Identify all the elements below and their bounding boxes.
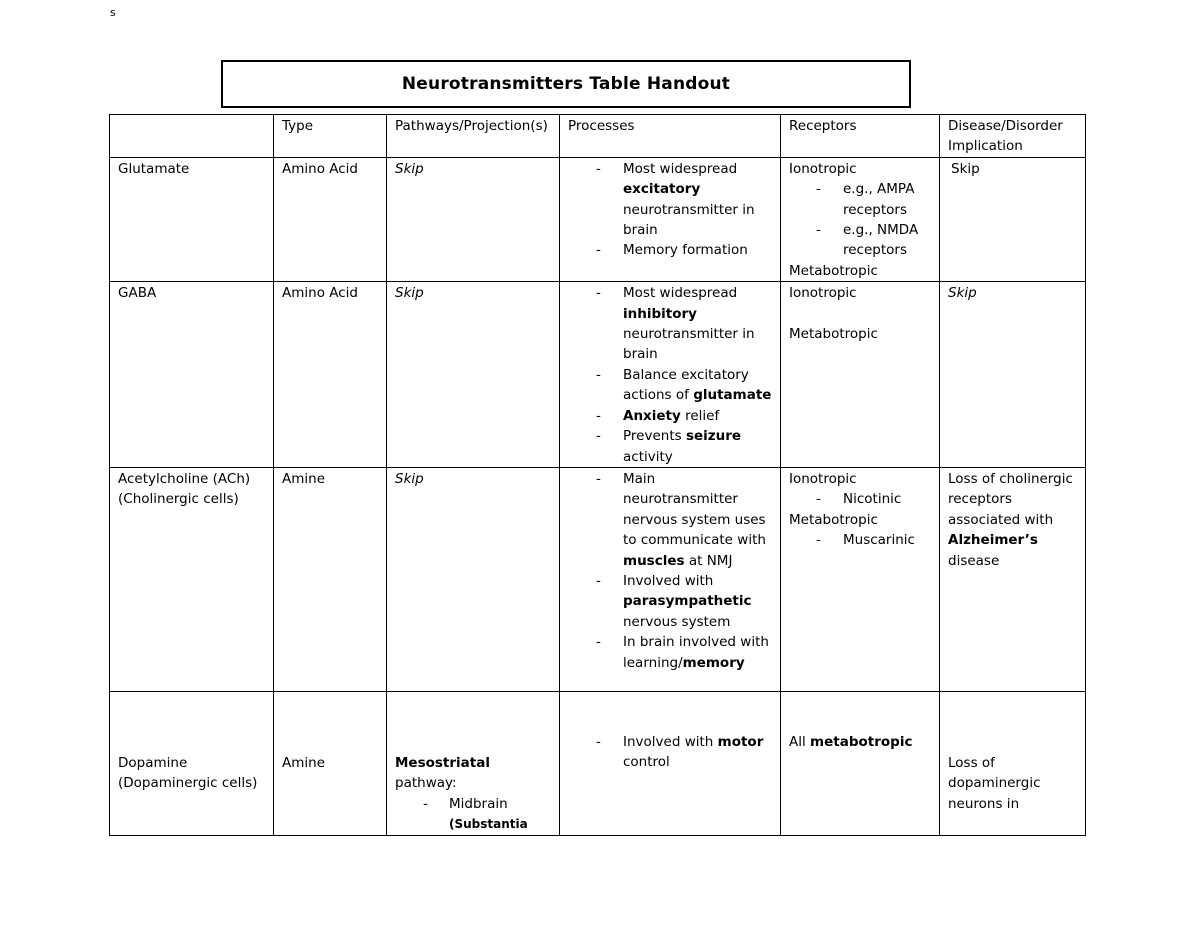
cell-disease: Skip — [940, 282, 1086, 468]
cell-type: Amino Acid — [274, 157, 387, 281]
cell-type: Amine — [274, 691, 387, 835]
cell-pathways: Skip — [387, 157, 560, 281]
cell-receptors: Ionotropic - e.g., AMPA receptors - e.g., NMDA receptors Metabotropic — [781, 157, 940, 281]
header-pathways: Pathways/Projection(s) — [387, 115, 560, 158]
list-item: - Most widespread inhibitory neurotransmitter in brain — [568, 283, 772, 365]
corner-mark: s — [110, 6, 116, 19]
cell-type: Amino Acid — [274, 282, 387, 468]
list-item: - Involved with motor control — [568, 732, 772, 773]
list-item: - Nicotinic — [789, 489, 931, 509]
cell-receptors: Ionotropic Metabotropic — [781, 282, 940, 468]
cell-name: Dopamine (Dopaminergic cells) — [110, 691, 274, 835]
header-processes: Processes — [560, 115, 781, 158]
list-item: - Midbrain (Substantia — [395, 794, 551, 835]
cell-receptors: Ionotropic - Nicotinic Metabotropic - Muscarinic — [781, 467, 940, 691]
cell-name: Acetylcholine (ACh) (Cholinergic cells) — [110, 467, 274, 691]
header-receptors: Receptors — [781, 115, 940, 158]
table-row-acetylcholine — [110, 467, 1086, 691]
cell-receptors: All metabotropic — [781, 691, 940, 835]
cell-disease: Loss of dopaminergic neurons in — [940, 691, 1086, 835]
list-item: - Prevents seizure activity — [568, 426, 772, 467]
table-row-glutamate — [110, 157, 1086, 281]
list-item: - e.g., NMDA receptors — [789, 220, 931, 261]
list-item: - Anxiety relief — [568, 406, 772, 426]
cell-pathways: Skip — [387, 467, 560, 691]
header-name — [110, 115, 274, 158]
list-item: - Involved with parasympathetic nervous system — [568, 571, 772, 632]
table-row-gaba — [110, 282, 1086, 468]
cell-processes — [560, 282, 781, 468]
cell-type: Amine — [274, 467, 387, 691]
handout-title: Neurotransmitters Table Handout — [221, 60, 911, 108]
list-item: - e.g., AMPA receptors — [789, 179, 931, 220]
neurotransmitters-table — [109, 114, 1086, 836]
list-item: - Balance excitatory actions of glutamate — [568, 365, 772, 406]
cell-disease: Skip — [940, 157, 1086, 281]
cell-processes — [560, 157, 781, 281]
cell-disease: Loss of cholinergic receptors associated with Alzheimer’s disease — [940, 467, 1086, 691]
cell-processes — [560, 691, 781, 835]
cell-pathways: Mesostriatal pathway: - Midbrain (Substantia — [387, 691, 560, 835]
header-type: Type — [274, 115, 387, 158]
header-row — [110, 115, 1086, 158]
cell-name: GABA — [110, 282, 274, 468]
table-row-dopamine — [110, 691, 1086, 835]
list-item: - Most widespread excitatory neurotransmitter in brain — [568, 159, 772, 241]
cell-name: Glutamate — [110, 157, 274, 281]
header-disease: Disease/Disorder Implication — [940, 115, 1086, 158]
list-item: - Main neurotransmitter nervous system uses to communicate with muscles at NMJ — [568, 469, 772, 571]
list-item: - In brain involved with learning/memory — [568, 632, 772, 673]
list-item: - Muscarinic — [789, 530, 931, 550]
cell-pathways: Skip — [387, 282, 560, 468]
cell-processes — [560, 467, 781, 691]
list-item: - Memory formation — [568, 240, 772, 260]
